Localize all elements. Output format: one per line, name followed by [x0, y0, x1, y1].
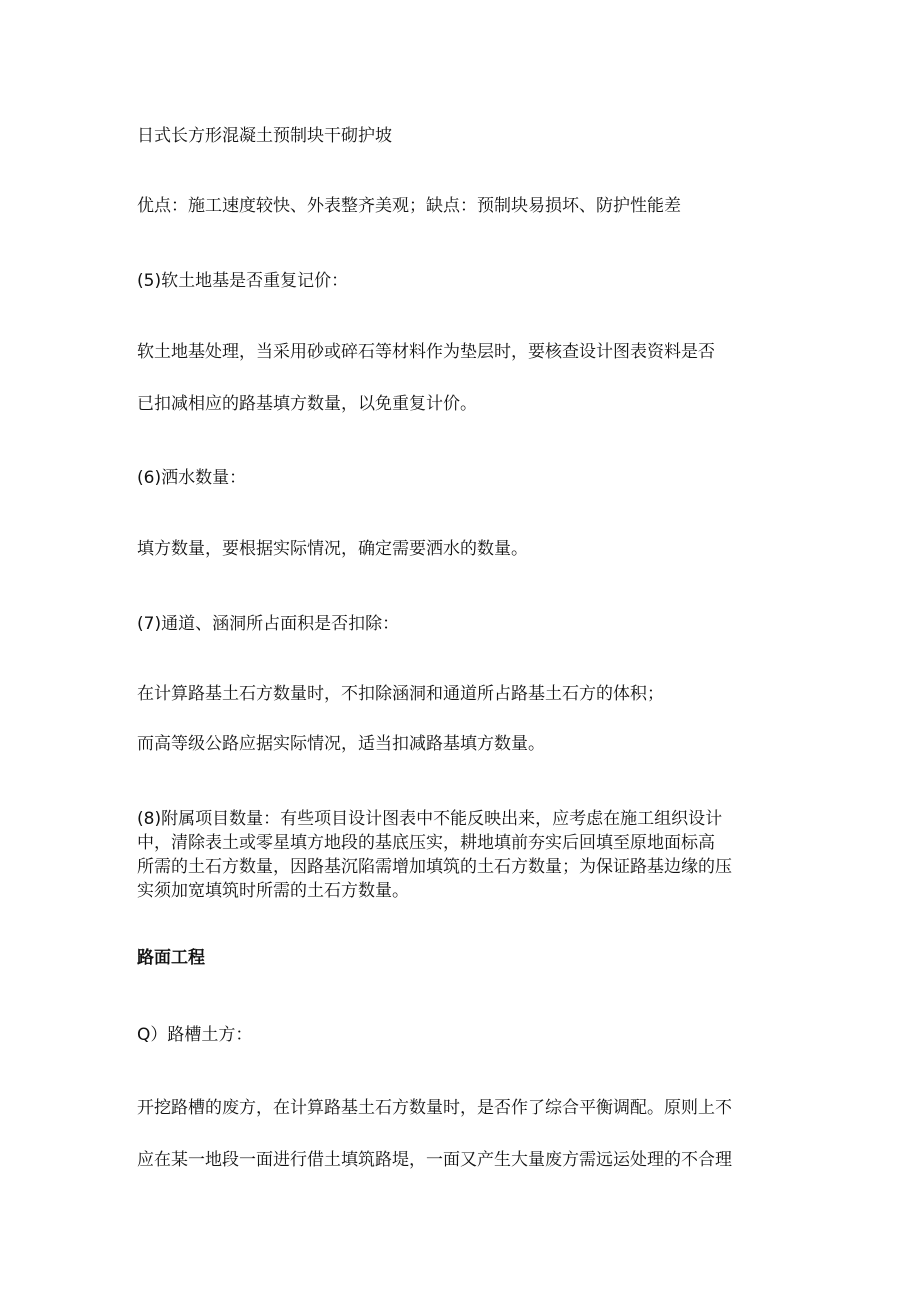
section-heading: (7)通道、涵洞所占面积是否扣除： — [137, 614, 400, 634]
paragraph-line: 而高等级公路应据实际情况，适当扣减路基填方数量。 — [137, 734, 545, 754]
section-title: 路面工程 — [137, 948, 205, 968]
paragraph-line: 优点：施工速度较快、外表整齐美观；缺点：预制块易损坏、防护性能差 — [137, 196, 681, 216]
section-heading: (5)软土地基是否重复记价： — [137, 271, 349, 291]
paragraph-line: 中，清除表土或零星填方地段的基底压实，耕地填前夯实后回填至原地面标高 — [137, 833, 715, 853]
paragraph-line: 开挖路槽的废方，在计算路基土石方数量时，是否作了综合平衡调配。原则上不 — [137, 1098, 732, 1118]
paragraph-line: 填方数量，要根据实际情况，确定需要洒水的数量。 — [137, 539, 528, 559]
section-heading: Q）路槽土方： — [137, 1025, 253, 1045]
paragraph-line: 已扣减相应的路基填方数量，以免重复计价。 — [137, 394, 477, 414]
paragraph-line: 在计算路基土石方数量时，不扣除涵洞和通道所占路基土石方的体积； — [137, 684, 664, 704]
paragraph-line: 应在某一地段一面进行借土填筑路堤，一面又产生大量废方需远运处理的不合理 — [137, 1150, 732, 1170]
section-heading: (6)洒水数量： — [137, 468, 247, 488]
paragraph-line: 实须加宽填筑时所需的土石方数量。 — [137, 881, 409, 901]
paragraph-line: 所需的土石方数量，因路基沉陷需增加填筑的土石方数量；为保证路基边缘的压 — [137, 857, 732, 877]
paragraph-line: 日式长方形混凝土预制块干砌护坡 — [137, 126, 392, 146]
paragraph-line: 软土地基处理，当采用砂或碎石等材料作为垫层时，要核查设计图表资料是否 — [137, 342, 715, 362]
paragraph-line: (8)附属项目数量：有些项目设计图表中不能反映出来，应考虑在施工组织设计 — [137, 809, 723, 829]
